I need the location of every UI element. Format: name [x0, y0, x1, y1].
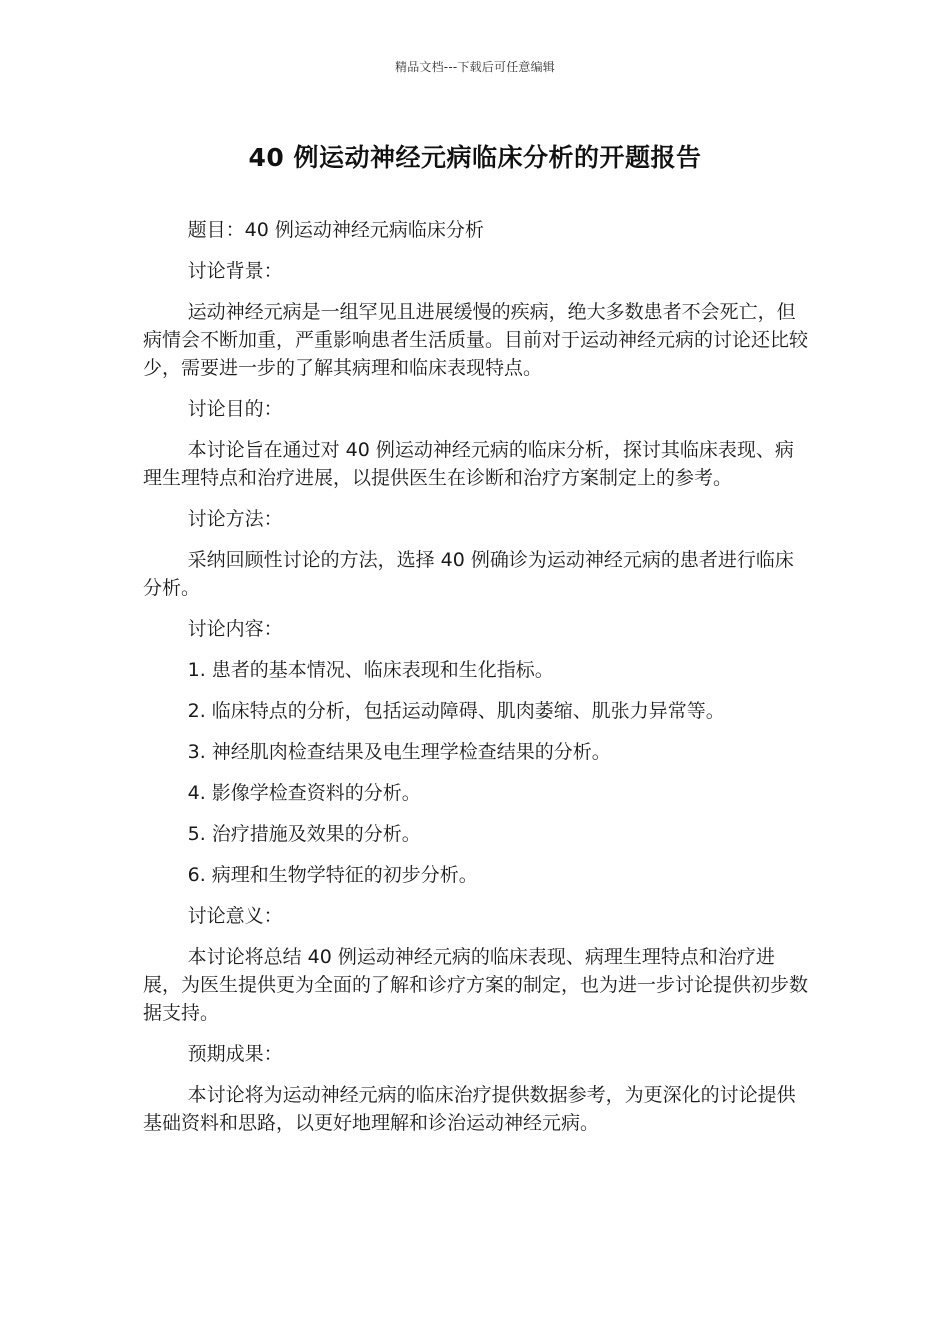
content-list-item: 5. 治疗措施及效果的分析。 [187, 823, 421, 845]
background-paragraph: 运动神经元病是一组罕见且进展缓慢的疾病，绝大多数患者不会死亡，但病情会不断加重，严重影响患者生活质量。目前对于运动神经元病的讨论还比较少，需要进一步的了解其病理和临床表现特点。 [143, 301, 809, 379]
content-list-item: 6. 病理和生物学特征的初步分析。 [187, 864, 478, 886]
method-heading: 讨论方法： [187, 508, 283, 530]
content-list-item: 2. 临床特点的分析，包括运动障碍、肌肉萎缩、肌张力异常等。 [187, 700, 725, 722]
content-list-item: 4. 影像学检查资料的分析。 [187, 782, 421, 804]
background-heading: 讨论背景： [187, 260, 283, 282]
method-paragraph: 采纳回顾性讨论的方法，选择 40 例确诊为运动神经元病的患者进行临床分析。 [143, 549, 794, 599]
significance-heading: 讨论意义： [187, 905, 283, 927]
header-note: 精品文档---下载后可任意编辑 [395, 60, 555, 74]
purpose-heading: 讨论目的： [187, 398, 283, 420]
content-list-item: 3. 神经肌肉检查结果及电生理学检查结果的分析。 [187, 741, 611, 763]
purpose-paragraph: 本讨论旨在通过对 40 例运动神经元病的临床分析，探讨其临床表现、病理生理特点和治疗进展，以提供医生在诊断和治疗方案制定上的参考。 [143, 439, 794, 489]
topic-line: 题目：40 例运动神经元病临床分析 [187, 219, 484, 241]
content-heading: 讨论内容： [187, 618, 283, 640]
document-title: 40 例运动神经元病临床分析的开题报告 [248, 143, 702, 172]
document-body [143, 216, 811, 1150]
content-list-item: 1. 患者的基本情况、临床表现和生化指标。 [187, 659, 554, 681]
outcome-heading: 预期成果： [187, 1043, 283, 1065]
significance-paragraph: 本讨论将总结 40 例运动神经元病的临床表现、病理生理特点和治疗进展，为医生提供更为全面的了解和诊疗方案的制定，也为进一步讨论提供初步数据支持。 [143, 946, 809, 1024]
outcome-paragraph: 本讨论将为运动神经元病的临床治疗提供数据参考，为更深化的讨论提供基础资料和思路，以更好地理解和诊治运动神经元病。 [143, 1084, 796, 1134]
